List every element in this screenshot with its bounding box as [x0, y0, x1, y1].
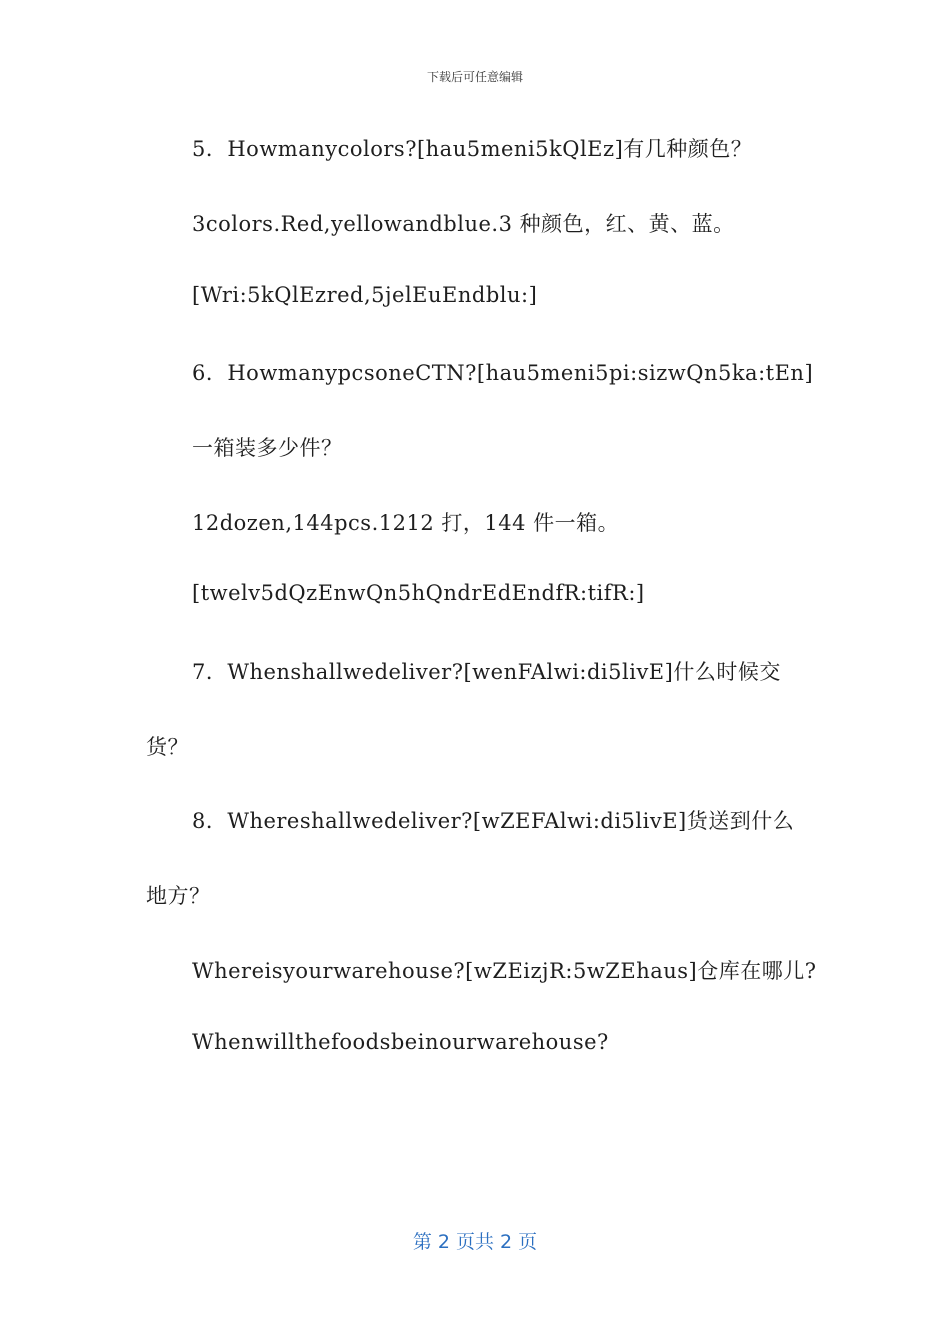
page-footer: 第 2 页共 2 页 [412, 1231, 538, 1253]
text-line: 8．Whereshallwedeliver?[wZEFAlwi:di5livE]货送到什么 [192, 809, 795, 833]
text-line: [twelv5dQzEnwQn5hQndrEdEndfR:tifR:] [192, 581, 645, 605]
text-line: 7．Whenshallwedeliver?[wenFAlwi:di5livE]什么时候交 [192, 660, 781, 684]
text-line: 3colors.Red,yellowandblue.3 种颜色，红、黄、蓝。 [192, 212, 735, 236]
text-line: Whereisyourwarehouse?[wZEizjR:5wZEhaus]仓库在哪儿? [192, 959, 817, 983]
text-line: 5．Howmanycolors?[hau5meni5kQlEz]有几种颜色？ [192, 137, 753, 161]
text-line: Whenwillthefoodsbeinourwarehouse? [192, 1030, 609, 1054]
text-line: 地方？ [146, 884, 211, 908]
text-line: [Wri:5kQlEzred,5jelEuEndblu:] [192, 283, 538, 307]
text-line: 12dozen,144pcs.1212 打，144 件一箱。 [192, 511, 620, 535]
text-line: 一箱装多少件？ [192, 436, 343, 460]
text-line: 货？ [146, 735, 189, 759]
page-header: 下载后可任意编辑 [426, 70, 523, 84]
text-line: 6．HowmanypcsoneCTN?[hau5meni5pi:sizwQn5ka:tEn] [192, 361, 814, 385]
